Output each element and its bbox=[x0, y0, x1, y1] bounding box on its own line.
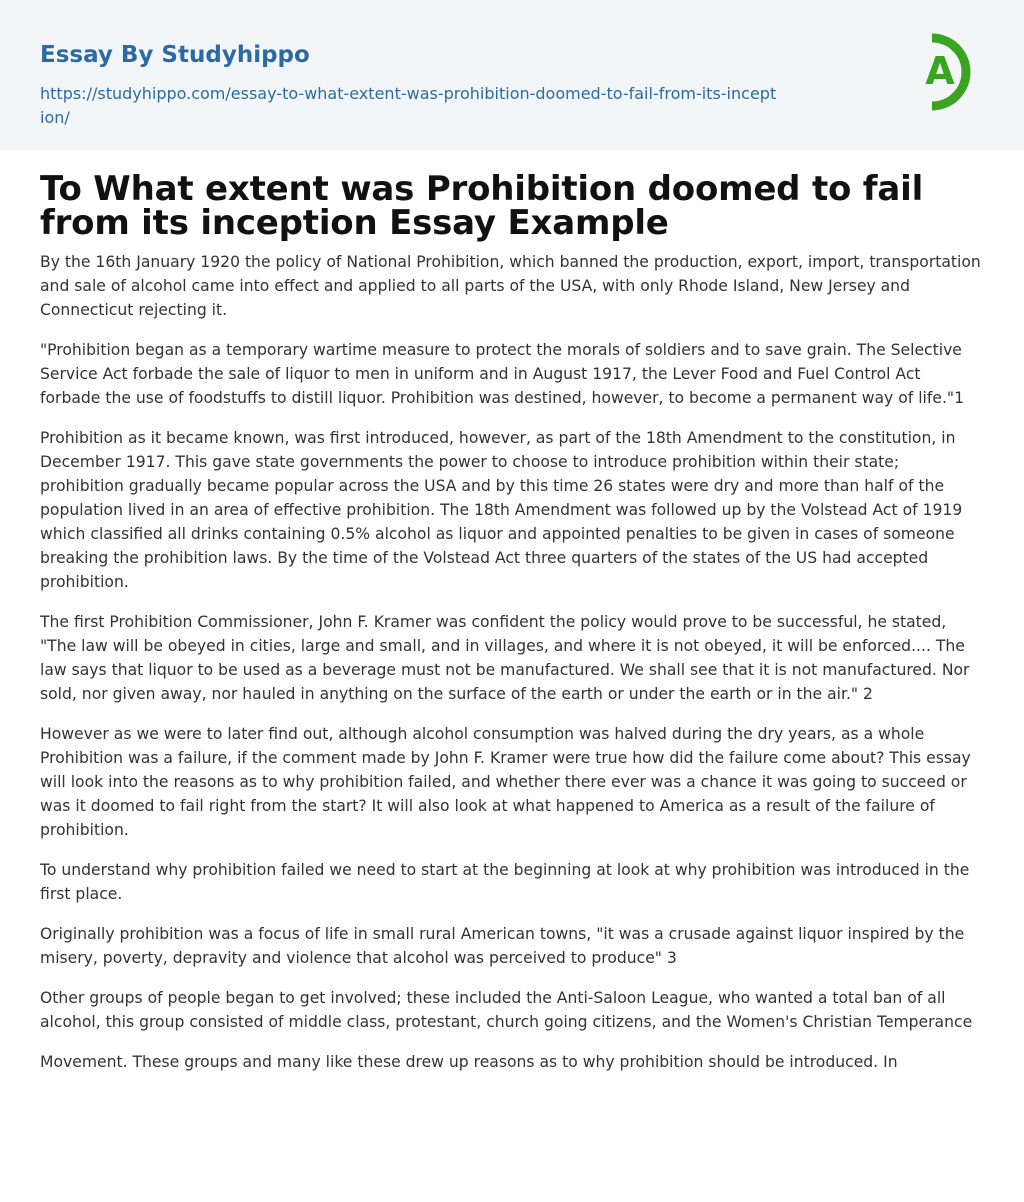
studyhippo-logo-icon[interactable] bbox=[910, 28, 988, 116]
logo-letter: A bbox=[925, 49, 955, 93]
essay-paragraph: Prohibition as it became known, was first introduced, however, as part of the 18th Amendment to the constitution, in December 1917. This gave state governments the power to choose to introduce prohibition within their state; prohibition gradually became popular across the USA and by this time 26 states were dry and more than half of the population lived in an area of effective prohibition. The 18th Amendment was followed up by the Volstead Act of 1919 which classified all drinks containing 0.5% alcohol as liquor and appointed penalties to be given in cases of someone breaking the prohibition laws. By the time of the Volstead Act three quarters of the states of the US had accepted prohibition. bbox=[40, 429, 963, 591]
essay-paragraph: Other groups of people began to get involved; these included the Anti-Saloon League, who wanted a total ban of all alcohol, this group consisted of middle class, protestant, church going citizens, and the Women's Christian Temperance bbox=[40, 989, 973, 1031]
essay-paragraph: To understand why prohibition failed we need to start at the beginning at look at why prohibition was introduced in the first place. bbox=[40, 861, 970, 903]
essay-title: To What extent was Prohibition doomed to fail from its inception Essay Example bbox=[40, 169, 924, 243]
essay-paragraph: However as we were to later find out, although alcohol consumption was halved during the dry years, as a whole Prohibition was a failure, if the comment made by John F. Kramer were true how did the failure come about? This essay will look into the reasons as to why prohibition failed, and whether there ever was a chance it was going to succeed or was it doomed to fail right from the start? It will also look at what happened to America as a result of the failure of prohibition. bbox=[40, 725, 971, 839]
essay-paragraph: Originally prohibition was a focus of life in small rural American towns, "it was a crusade against liquor inspired by the misery, poverty, depravity and violence that alcohol was perceived to produce" 3 bbox=[40, 925, 965, 967]
brand-name[interactable]: Essay By Studyhippo bbox=[40, 42, 310, 68]
essay-paragraph: "Prohibition began as a temporary wartime measure to protect the morals of soldiers and to save grain. The Selective Service Act forbade the sale of liquor to men in uniform and in August 1917, the Lever Food and Fuel Control Act forbade the use of foodstuffs to distill liquor. Prohibition was destined, however, to become a permanent way of life."1 bbox=[40, 341, 964, 407]
essay-paragraph: Movement. These groups and many like these drew up reasons as to why prohibition should be introduced. In bbox=[40, 1053, 898, 1071]
site-header bbox=[0, 0, 1024, 150]
essay-paragraph: The first Prohibition Commissioner, John F. Kramer was confident the policy would prove to be successful, he stated, "The law will be obeyed in cities, large and small, and in villages, and where it is not obeyed, it will be enforced.... The law says that liquor to be used as a beverage must not be manufactured. We shall see that it is not manufactured. Nor sold, nor given away, nor hauled in anything on the surface of the earth or under the earth or in the air." 2 bbox=[40, 613, 970, 703]
essay-url-link[interactable]: https://studyhippo.com/essay-to-what-extent-was-prohibition-doomed-to-fail-from-its-inception/ bbox=[40, 84, 777, 127]
essay-content bbox=[0, 169, 1024, 1074]
essay-paragraph: By the 16th January 1920 the policy of National Prohibition, which banned the production, export, import, transportation and sale of alcohol came into effect and applied to all parts of the USA, with only Rhode Island, New Jersey and Connecticut rejecting it. bbox=[40, 253, 981, 319]
